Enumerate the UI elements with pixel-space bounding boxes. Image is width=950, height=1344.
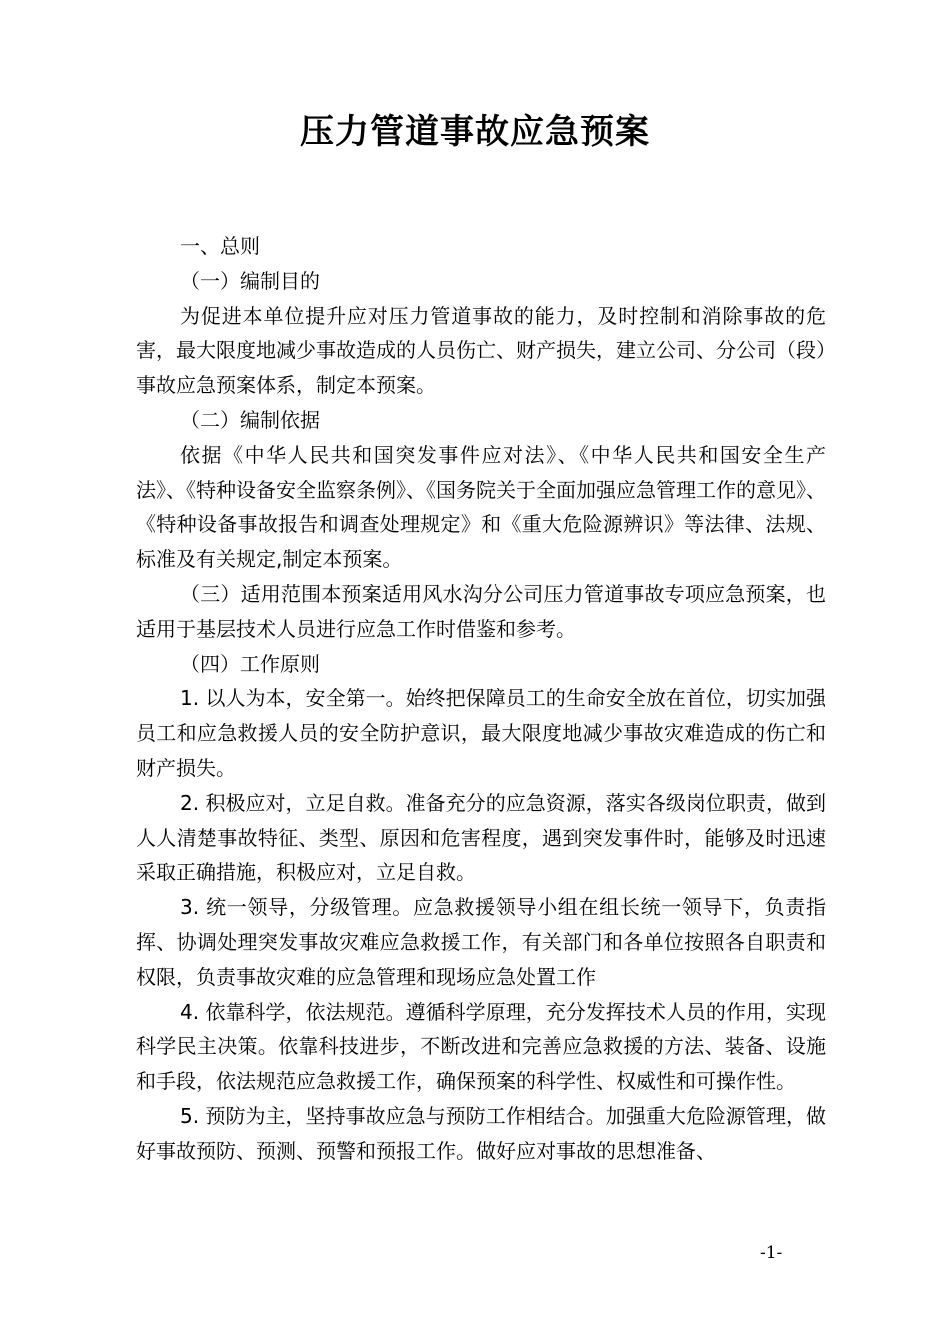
principle-item-4: 4. 依靠科学，依法规范。遵循科学原理，充分发挥技术人员的作用，实现科学民主决策。依靠科技进步，不断改进和完善应急救援的方法、装备、设施和手段，依法规范应急救援工作，确保预案的科学性、权威性和可操作性。 (136, 999, 826, 1094)
section-heading-general: 一、总则 (180, 234, 260, 258)
principle-item-3: 3. 统一领导，分级管理。应急救援领导小组在组长统一领导下，负责指挥、协调处理突发事故灾难应急救援工作，有关部门和各单位按照各自职责和权限，负责事故灾难的应急管理和现场应急处置工作 (136, 895, 826, 989)
document-body (136, 229, 826, 1169)
principle-item-2: 2. 积极应对，立足自救。准备充分的应急资源，落实各级岗位职责，做到人人清楚事故特征、类型、原因和危害程度，遇到突发事件时，能够及时迅速采取正确措施，积极应对，立足自救。 (136, 790, 826, 885)
principle-item-5: 5. 预防为主，坚持事故应急与预防工作相结合。加强重大危险源管理，做好事故预防、预测、预警和预报工作。做好应对事故的思想准备、 (136, 1103, 826, 1163)
document-title: 压力管道事故应急预案 (300, 112, 650, 152)
principle-item-1: 1. 以人为本，安全第一。始终把保障员工的生命安全放在首位，切实加强员工和应急救援人员的安全防护意识，最大限度地减少事故灾难造成的伤亡和财产损失。 (136, 686, 826, 780)
page-number: -1- (760, 1243, 783, 1263)
paragraph-scope: （三）适用范围本预案适用风水沟分公司压力管道事故专项应急预案，也适用于基层技术人员进行应急工作时借鉴和参考。 (136, 581, 826, 641)
paragraph-purpose: 为促进本单位提升应对压力管道事故的能力，及时控制和消除事故的危害，最大限度地减少事故造成的人员伤亡、财产损失，建立公司、分公司（段）事故应急预案体系，制定本预案。 (136, 303, 826, 398)
subsection-heading-purpose: （一）编制目的 (180, 268, 320, 293)
paragraph-basis: 依据《中华人民共和国突发事件应对法》、《中华人民共和国安全生产法》、《特种设备安全监察条例》、《国务院关于全面加强应急管理工作的意见》、《特种设备事故报告和调查处理规定》和《重大危险源辨识》等法律、法规、标准及有关规定,制定本预案。 (136, 442, 826, 572)
subsection-heading-principles: （四）工作原则 (180, 651, 320, 676)
subsection-heading-basis: （二）编制依据 (180, 407, 320, 432)
